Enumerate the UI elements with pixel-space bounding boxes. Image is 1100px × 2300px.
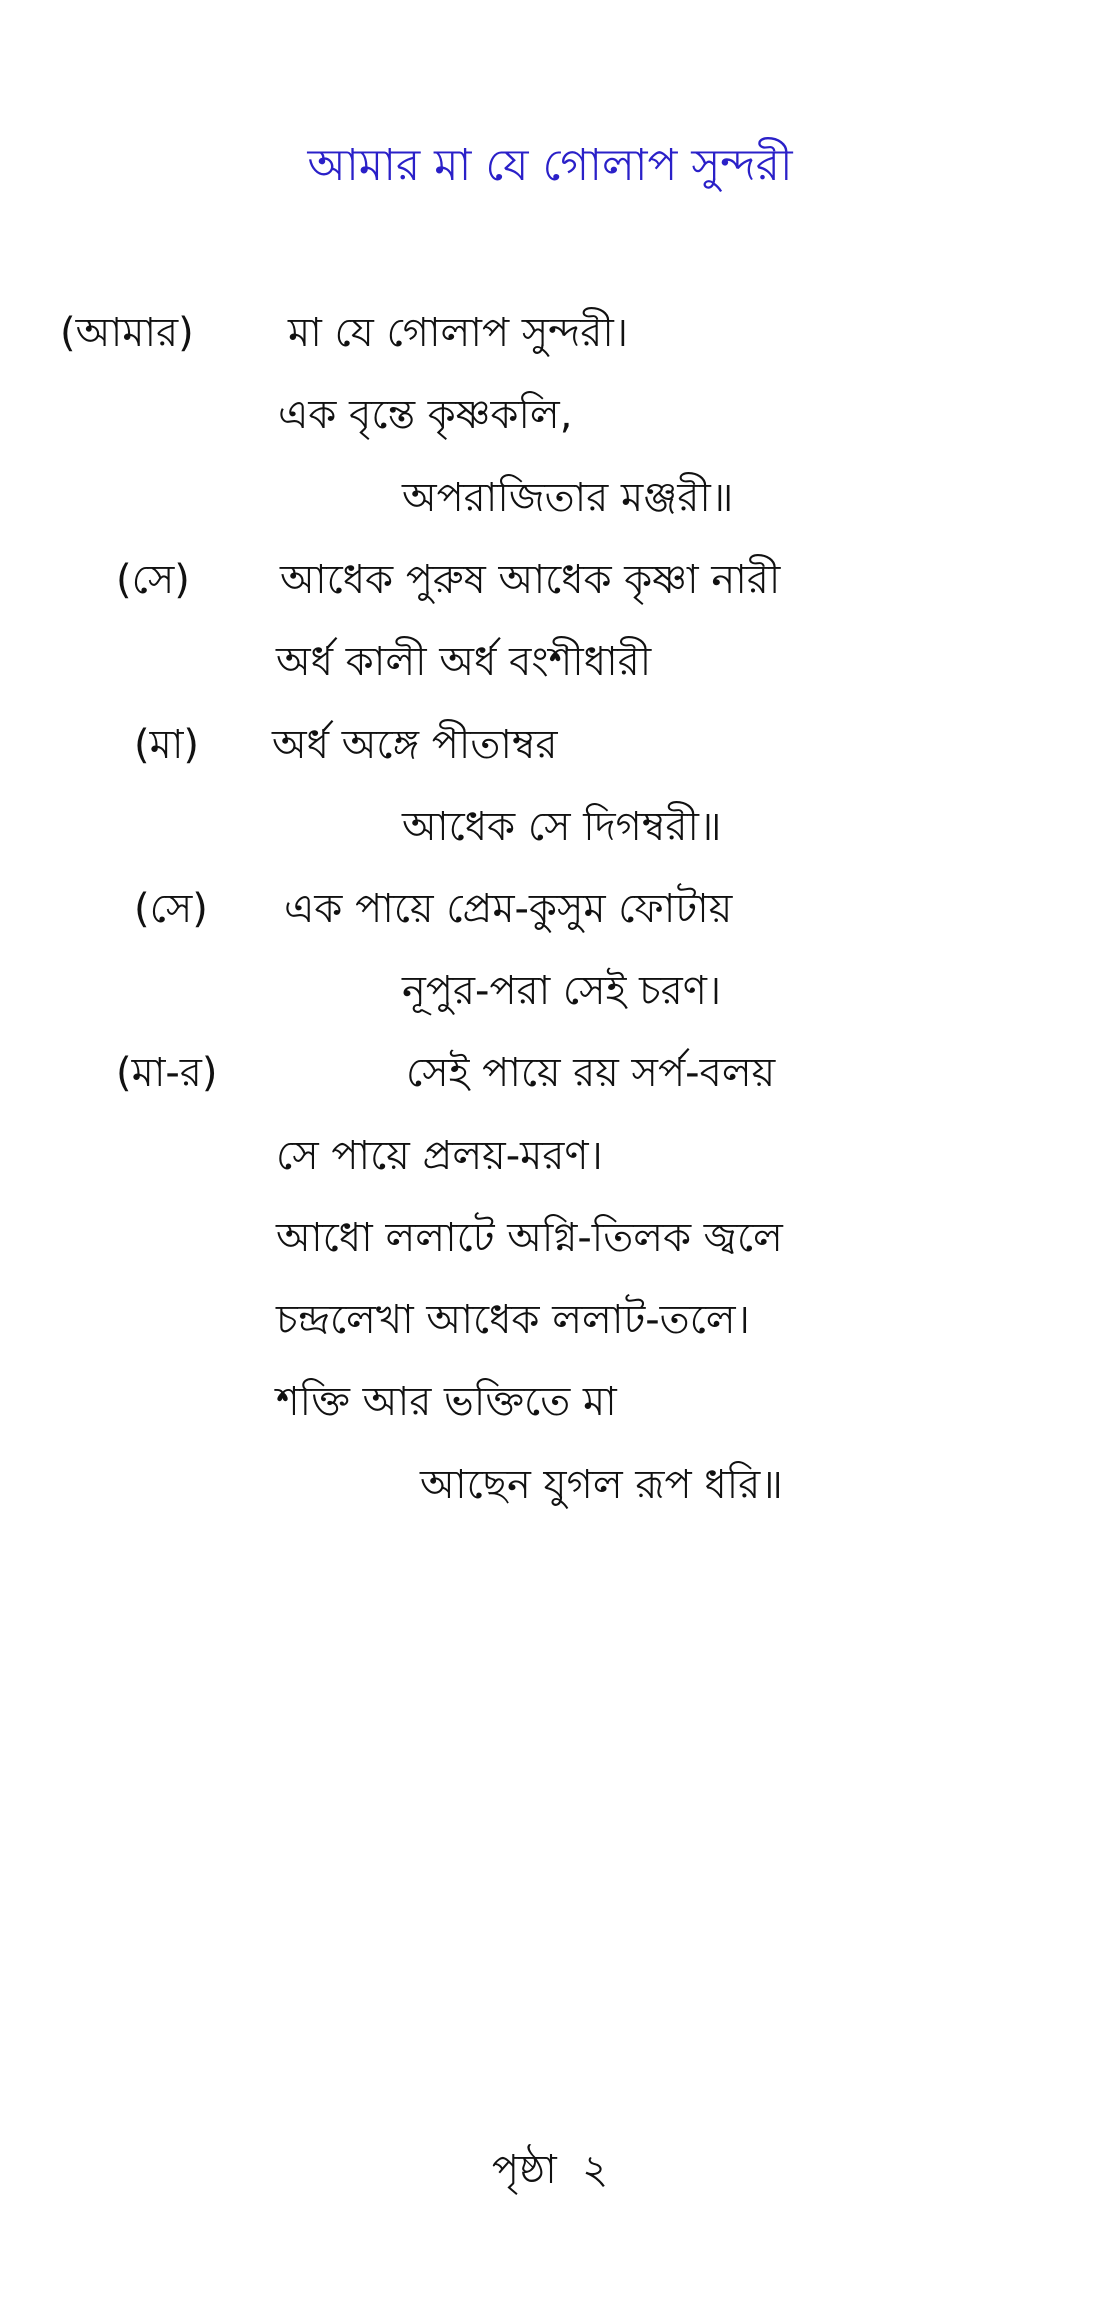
verse-label: (সে) bbox=[116, 557, 190, 603]
verse-line: আধো ললাটে অগ্নি-তিলক জ্বলে bbox=[276, 1215, 783, 1261]
verse-label: (আমার) bbox=[60, 310, 194, 356]
verse-line: চন্দ্রলেখা আধেক ললাট-তলে। bbox=[276, 1297, 750, 1343]
verse-line: অর্ধ অঙ্গে পীতাম্বর bbox=[272, 722, 558, 768]
verse-line: নূপুর-পরা সেই চরণ। bbox=[402, 968, 722, 1014]
verse-line: আধেক সে দিগম্বরী॥ bbox=[402, 804, 722, 850]
song-title: আমার মা যে গোলাপ সুন্দরী bbox=[307, 140, 793, 191]
verse-line: সে পায়ে প্রলয়-মরণ। bbox=[276, 1133, 603, 1179]
verse-line: অর্ধ কালী অর্ধ বংশীধারী bbox=[276, 639, 652, 685]
verse-line: আছেন যুগল রূপ ধরি॥ bbox=[420, 1462, 783, 1508]
verse-line: শক্তি আর ভক্তিতে মা bbox=[276, 1379, 617, 1425]
verse-label: (মা-র) bbox=[116, 1050, 218, 1096]
verse-line: এক পায়ে প্রেম-কুসুম ফোটায় bbox=[284, 886, 733, 932]
verse-line: সেই পায়ে রয় সর্প-বলয় bbox=[406, 1050, 776, 1096]
verse-line: এক বৃন্তে কৃষ্ণকলি, bbox=[278, 392, 573, 438]
verse-line: আধেক পুরুষ আধেক কৃষ্ণা নারী bbox=[280, 557, 781, 603]
verse-line: অপরাজিতার মঞ্জরী॥ bbox=[402, 475, 734, 521]
verse-line: মা যে গোলাপ সুন্দরী। bbox=[288, 310, 629, 356]
verse-label: (সে) bbox=[134, 886, 208, 932]
page-number: পৃষ্ঠা ২ bbox=[491, 2147, 609, 2193]
verse-label: (মা) bbox=[134, 722, 200, 768]
